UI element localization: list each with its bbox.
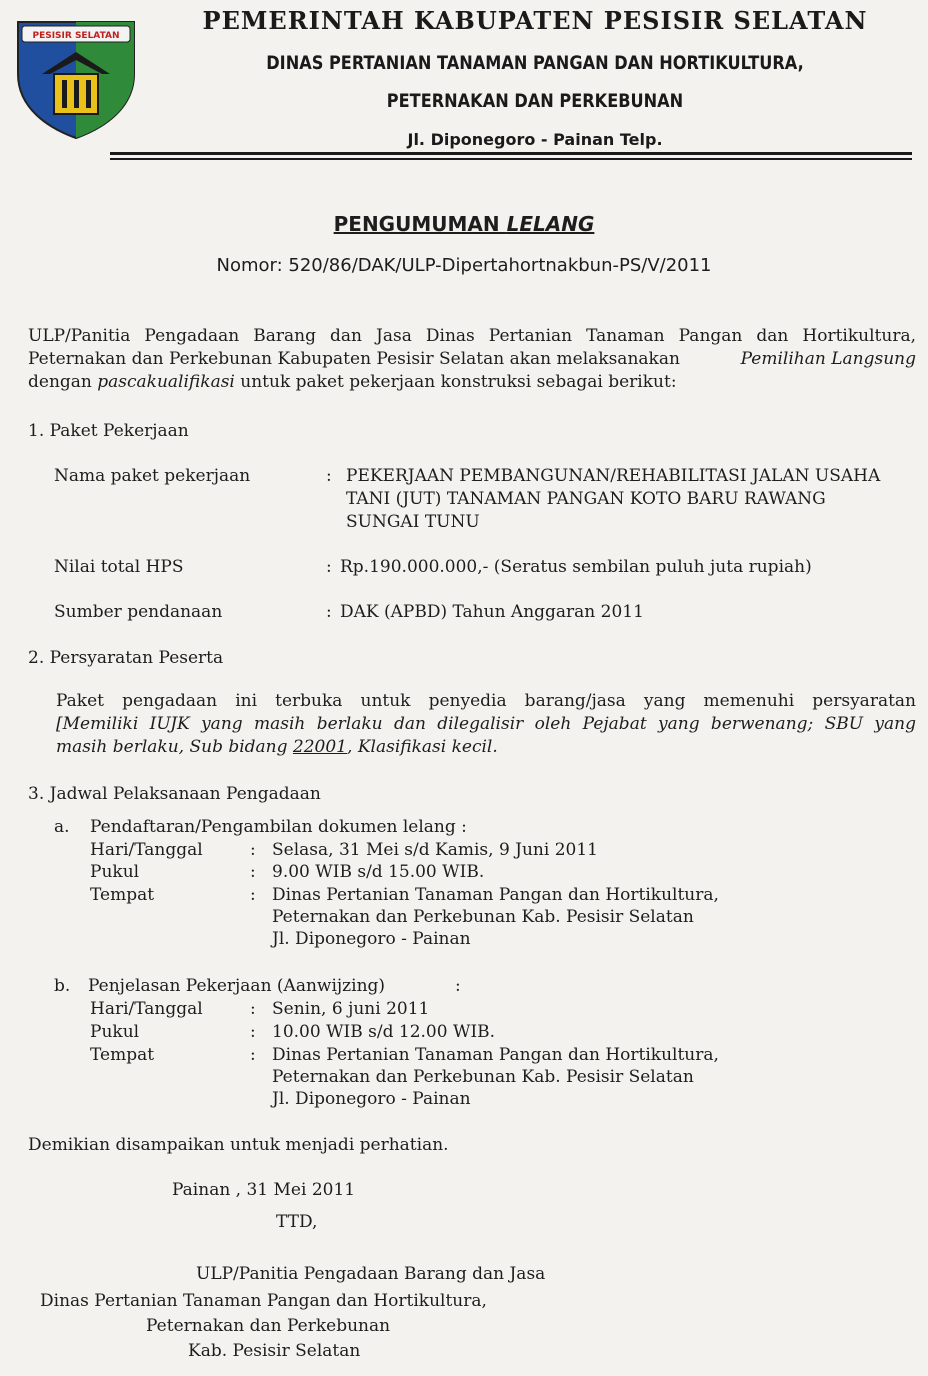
colon: : xyxy=(326,466,332,486)
label-time: Pukul xyxy=(90,862,140,882)
regency-emblem-icon xyxy=(12,12,140,140)
registration-time: 9.00 WIB s/d 15.00 WIB. xyxy=(272,862,485,882)
item-b-marker: b. xyxy=(54,976,71,996)
aanwijzing-time: 10.00 WIB s/d 12.00 WIB. xyxy=(272,1022,496,1042)
letterhead-address: Jl. Diponegoro - Painan Telp. xyxy=(407,130,663,149)
package-name-line-3: SUNGAI TUNU xyxy=(346,512,480,532)
document-number: Nomor: 520/86/DAK/ULP-Dipertahortnakbun-PS/V/2011 xyxy=(216,255,712,276)
aanwijzing-date: Senin, 6 juni 2011 xyxy=(272,999,430,1019)
closing-text: Demikian disampaikan untuk menjadi perhatian. xyxy=(28,1135,449,1155)
letterhead-rule xyxy=(110,152,912,155)
section-1-heading: 1. Paket Pekerjaan xyxy=(28,421,189,441)
letterhead-rule-thin xyxy=(110,158,912,160)
section-2-heading: 2. Persyaratan Peserta xyxy=(28,648,224,668)
intro-line-2: Peternakan dan Perkebunan Kabupaten Pesisir Selatan akan melaksanakan Pemilihan Langsung xyxy=(28,349,916,369)
package-name-line-2: TANI (JUT) TANAMAN PANGAN KOTO BARU RAWANG xyxy=(346,489,826,509)
label-time: Pukul xyxy=(90,1022,140,1042)
aanwijzing-title: Penjelasan Pekerjaan (Aanwijzing) xyxy=(88,976,386,996)
signature-line-4: Kab. Pesisir Selatan xyxy=(188,1341,361,1361)
registration-place-line-3: Jl. Diponegoro - Painan xyxy=(272,929,471,949)
registration-date: Selasa, 31 Mei s/d Kamis, 9 Juni 2011 xyxy=(272,840,598,860)
page-title: PENGUMUMAN LELANG xyxy=(333,212,595,236)
registration-place-line-1: Dinas Pertanian Tanaman Pangan dan Hortikultura, xyxy=(272,885,719,905)
label-hps: Nilai total HPS xyxy=(54,557,184,577)
colon: : xyxy=(250,1045,256,1065)
intro-line-3: dengan pascakualifikasi untuk paket pekerjaan konstruksi sebagai berikut: xyxy=(28,372,677,392)
label-date: Hari/Tanggal xyxy=(90,999,203,1019)
signature-place-date: Painan , 31 Mei 2011 xyxy=(172,1180,356,1200)
letterhead-agency-cont: PETERNAKAN DAN PERKEBUNAN xyxy=(386,90,684,112)
requirements-line-2: [Memiliki IUJK yang masih berlaku dan dilegalisir oleh Pejabat yang berwenang; SBU yang xyxy=(56,714,916,734)
colon: : xyxy=(326,602,332,622)
requirements-line-3: masih berlaku, Sub bidang 22001, Klasifikasi kecil. xyxy=(56,737,498,757)
package-name-line-1: PEKERJAAN PEMBANGUNAN/REHABILITASI JALAN USAHA xyxy=(346,466,881,486)
label-place: Tempat xyxy=(90,885,155,905)
svg-text:PESISIR SELATAN: PESISIR SELATAN xyxy=(32,31,120,41)
registration-title: Pendaftaran/Pengambilan dokumen lelang : xyxy=(90,817,467,837)
requirements-line-1: Paket pengadaan ini terbuka untuk penyedia barang/jasa yang memenuhi persyaratan xyxy=(56,691,916,711)
colon: : xyxy=(250,840,256,860)
label-date: Hari/Tanggal xyxy=(90,840,203,860)
signature-line-1: ULP/Panitia Pengadaan Barang dan Jasa xyxy=(196,1264,546,1284)
registration-place-line-2: Peternakan dan Perkebunan Kab. Pesisir Selatan xyxy=(272,907,694,927)
label-funding: Sumber pendanaan xyxy=(54,602,223,622)
colon: : xyxy=(250,1022,256,1042)
colon: : xyxy=(250,885,256,905)
aanwijzing-place-line-2: Peternakan dan Perkebunan Kab. Pesisir Selatan xyxy=(272,1067,694,1087)
colon: : xyxy=(326,557,332,577)
signature-ttd: TTD, xyxy=(276,1212,318,1232)
letterhead-agency: DINAS PERTANIAN TANAMAN PANGAN DAN HORTIKULTURA, xyxy=(266,52,804,74)
label-package-name: Nama paket pekerjaan xyxy=(54,466,251,486)
label-place: Tempat xyxy=(90,1045,155,1065)
colon: : xyxy=(455,976,461,996)
hps-value: Rp.190.000.000,- (Seratus sembilan puluh juta rupiah) xyxy=(340,557,812,577)
colon: : xyxy=(250,999,256,1019)
colon: : xyxy=(250,862,256,882)
aanwijzing-place-line-3: Jl. Diponegoro - Painan xyxy=(272,1089,471,1109)
aanwijzing-place-line-1: Dinas Pertanian Tanaman Pangan dan Hortikultura, xyxy=(272,1045,719,1065)
letterhead-government: PEMERINTAH KABUPATEN PESISIR SELATAN xyxy=(202,6,868,35)
item-a-marker: a. xyxy=(54,817,70,837)
funding-value: DAK (APBD) Tahun Anggaran 2011 xyxy=(340,602,644,622)
intro-line-1: ULP/Panitia Pengadaan Barang dan Jasa Dinas Pertanian Tanaman Pangan dan Hortikultura, xyxy=(28,326,916,346)
signature-line-3: Peternakan dan Perkebunan xyxy=(146,1316,391,1336)
signature-line-2: Dinas Pertanian Tanaman Pangan dan Hortikultura, xyxy=(40,1291,487,1311)
section-3-heading: 3. Jadwal Pelaksanaan Pengadaan xyxy=(28,784,321,804)
